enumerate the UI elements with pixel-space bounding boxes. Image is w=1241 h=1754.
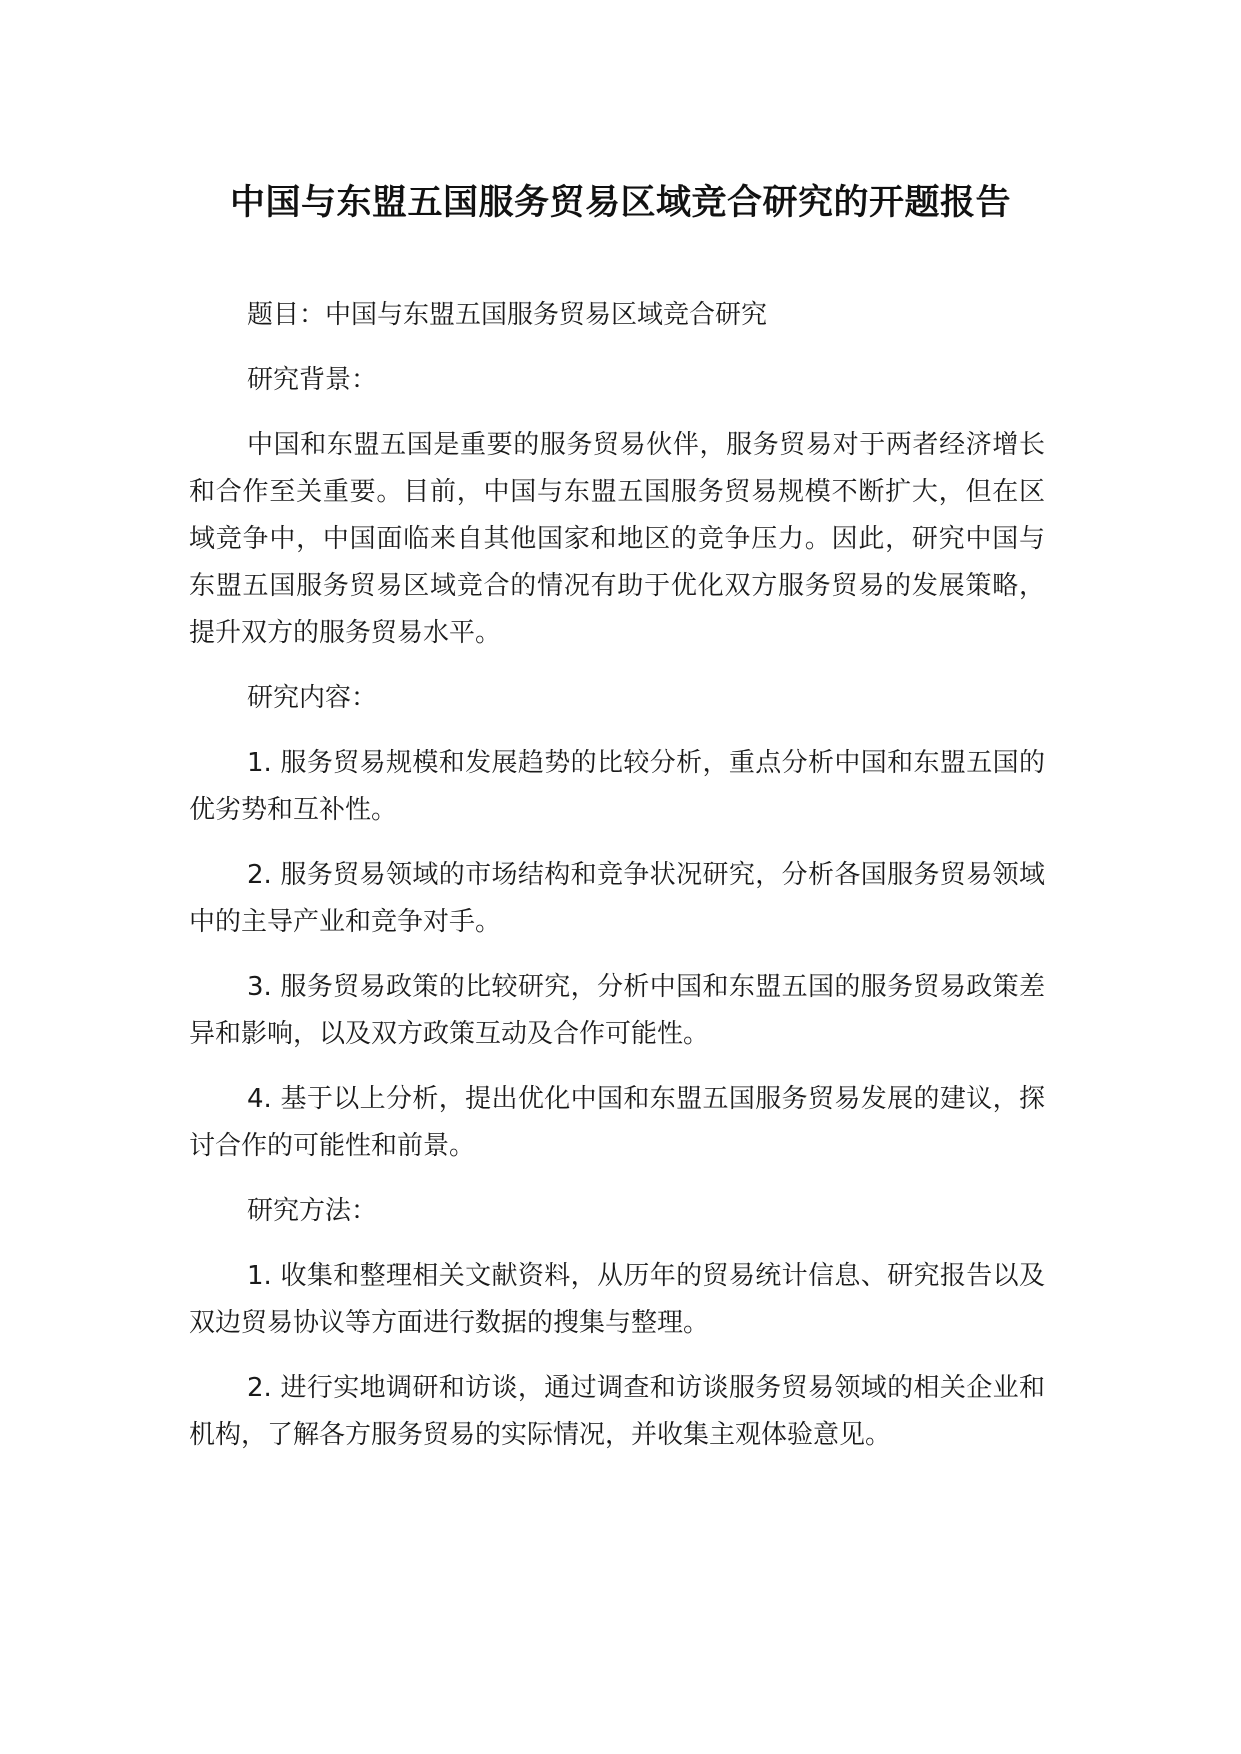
heading-research-methods: 研究方法：	[247, 1196, 378, 1226]
heading-research-background: 研究背景：	[247, 365, 378, 395]
list-item-content-4: 4. 基于以上分析，提出优化中国和东盟五国服务贸易发展的建议，探讨合作的可能性和前景。	[189, 1084, 1045, 1161]
list-item-method-1: 1. 收集和整理相关文献资料，从历年的贸易统计信息、研究报告以及双边贸易协议等方面进行数据的搜集与整理。	[189, 1261, 1045, 1338]
paragraph-background: 中国和东盟五国是重要的服务贸易伙伴，服务贸易对于两者经济增长和合作至关重要。目前，中国与东盟五国服务贸易规模不断扩大，但在区域竞争中，中国面临来自其他国家和地区的竞争压力。因此，研究中国与东盟五国服务贸易区域竞合的情况有助于优化双方服务贸易的发展策略，提升双方的服务贸易水平。	[189, 430, 1045, 648]
list-item-content-3: 3. 服务贸易政策的比较研究，分析中国和东盟五国的服务贸易政策差异和影响，以及双方政策互动及合作可能性。	[189, 972, 1045, 1049]
list-item-content-1: 1. 服务贸易规模和发展趋势的比较分析，重点分析中国和东盟五国的优劣势和互补性。	[189, 748, 1045, 825]
document-title: 中国与东盟五国服务贸易区域竞合研究的开题报告	[229, 183, 1011, 223]
list-item-content-2: 2. 服务贸易领域的市场结构和竞争状况研究，分析各国服务贸易领域中的主导产业和竞争对手。	[189, 860, 1045, 937]
list-item-method-2: 2. 进行实地调研和访谈，通过调查和访谈服务贸易领域的相关企业和机构，了解各方服务贸易的实际情况，并收集主观体验意见。	[189, 1373, 1045, 1450]
document-body	[189, 292, 1045, 1477]
heading-research-content: 研究内容：	[247, 683, 378, 713]
paragraph-topic: 题目：中国与东盟五国服务贸易区域竞合研究	[247, 300, 768, 330]
